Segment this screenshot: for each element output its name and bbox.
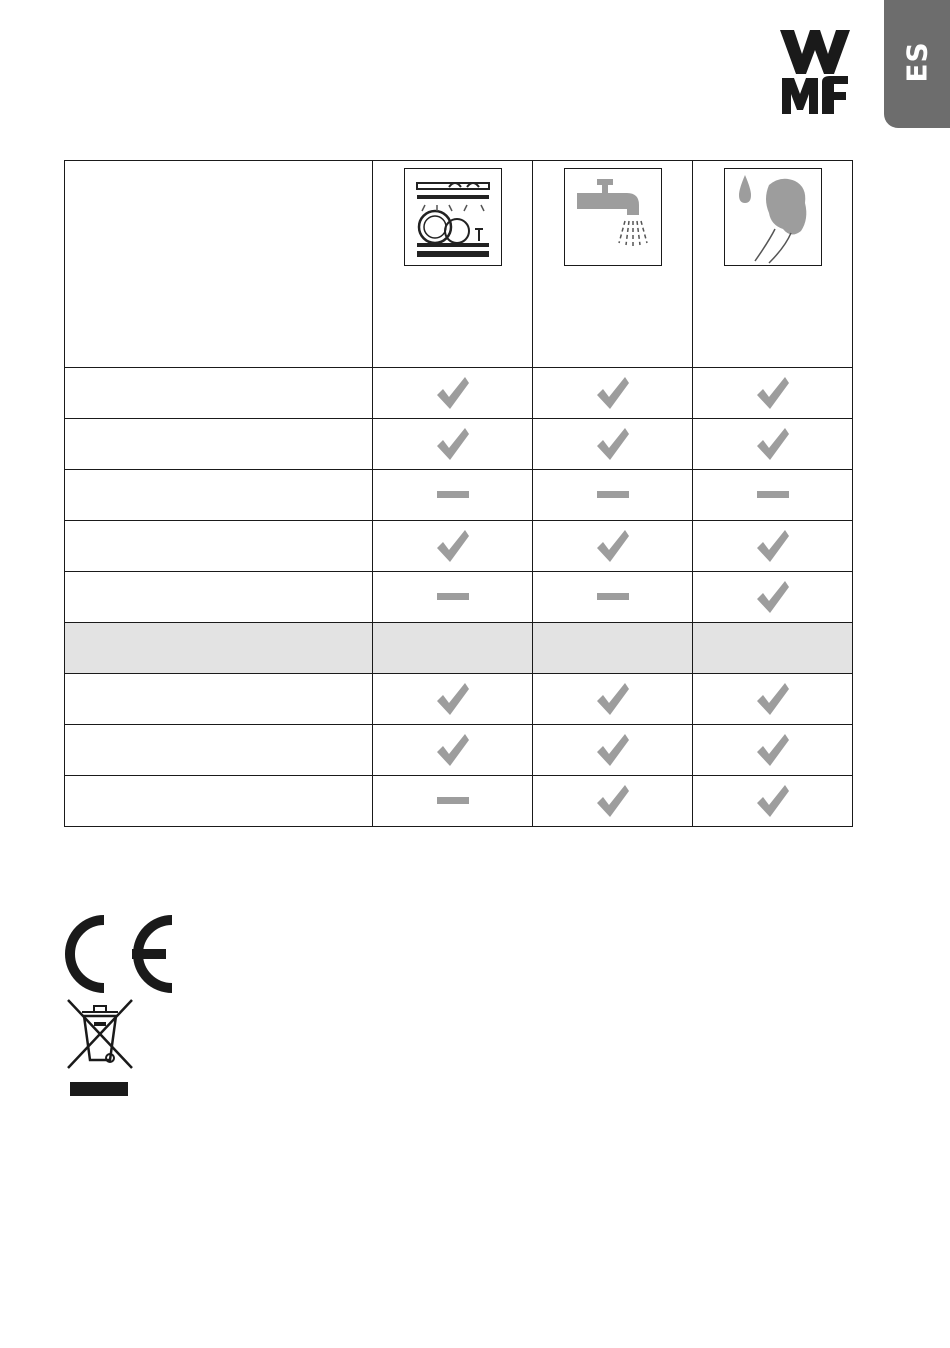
table-row xyxy=(65,470,853,521)
check-icon xyxy=(755,375,791,411)
mark-cell xyxy=(693,419,853,470)
row-label-cell xyxy=(65,572,373,623)
row-label-cell xyxy=(65,623,373,674)
mark-cell xyxy=(693,776,853,827)
row-label-cell xyxy=(65,725,373,776)
header-label-cell xyxy=(65,161,373,368)
mark-cell xyxy=(373,725,533,776)
mark-cell xyxy=(373,368,533,419)
row-label-cell xyxy=(65,521,373,572)
mark-cell xyxy=(693,674,853,725)
table-row xyxy=(65,368,853,419)
check-icon xyxy=(755,579,791,615)
dash-icon xyxy=(595,477,631,513)
dash-icon xyxy=(755,477,791,513)
dishwasher-icon xyxy=(404,168,502,266)
mark-cell xyxy=(533,674,693,725)
mark-cell xyxy=(373,674,533,725)
check-icon xyxy=(755,732,791,768)
table-row xyxy=(65,521,853,572)
check-icon xyxy=(595,375,631,411)
weee-crossed-bin-icon xyxy=(64,998,136,1100)
mark-cell xyxy=(373,521,533,572)
mark-cell xyxy=(693,623,853,674)
header-dishwasher xyxy=(373,161,533,368)
row-label-cell xyxy=(65,419,373,470)
row-label-cell xyxy=(65,674,373,725)
mark-cell xyxy=(533,572,693,623)
dash-icon xyxy=(435,783,471,819)
header-tap-water xyxy=(533,161,693,368)
check-icon xyxy=(595,783,631,819)
mark-cell xyxy=(533,419,693,470)
table-row xyxy=(65,725,853,776)
language-tab[interactable] xyxy=(884,0,950,128)
mark-cell xyxy=(373,572,533,623)
row-label-cell xyxy=(65,368,373,419)
check-icon xyxy=(595,732,631,768)
table-row xyxy=(65,776,853,827)
dash-icon xyxy=(435,477,471,513)
table-row xyxy=(65,419,853,470)
check-icon xyxy=(755,783,791,819)
mark-cell xyxy=(693,521,853,572)
row-label-cell xyxy=(65,776,373,827)
language-tab-label: ES xyxy=(900,41,934,83)
hand-wipe-icon xyxy=(724,168,822,266)
mark-cell xyxy=(533,725,693,776)
check-icon xyxy=(595,426,631,462)
mark-cell xyxy=(693,725,853,776)
mark-cell xyxy=(373,419,533,470)
check-icon xyxy=(435,426,471,462)
row-label-cell xyxy=(65,470,373,521)
dash-icon xyxy=(595,579,631,615)
mark-cell xyxy=(373,470,533,521)
table-header-row xyxy=(65,161,853,368)
check-icon xyxy=(435,681,471,717)
header-hand-wipe xyxy=(693,161,853,368)
check-icon xyxy=(755,681,791,717)
mark-cell xyxy=(693,572,853,623)
check-icon xyxy=(435,375,471,411)
table-row xyxy=(65,623,853,674)
mark-cell xyxy=(533,368,693,419)
dash-icon xyxy=(435,579,471,615)
mark-cell xyxy=(373,776,533,827)
mark-cell xyxy=(533,521,693,572)
check-icon xyxy=(755,528,791,564)
table-row xyxy=(65,674,853,725)
check-icon xyxy=(595,528,631,564)
check-icon xyxy=(435,732,471,768)
mark-cell xyxy=(693,368,853,419)
table-row xyxy=(65,572,853,623)
care-table xyxy=(64,160,853,827)
mark-cell xyxy=(533,776,693,827)
mark-cell xyxy=(533,470,693,521)
wmf-logo xyxy=(778,28,852,116)
mark-cell xyxy=(373,623,533,674)
ce-marking-icon xyxy=(64,914,176,994)
tap-water-icon xyxy=(564,168,662,266)
check-icon xyxy=(435,528,471,564)
check-icon xyxy=(595,681,631,717)
mark-cell xyxy=(693,470,853,521)
mark-cell xyxy=(533,623,693,674)
check-icon xyxy=(755,426,791,462)
